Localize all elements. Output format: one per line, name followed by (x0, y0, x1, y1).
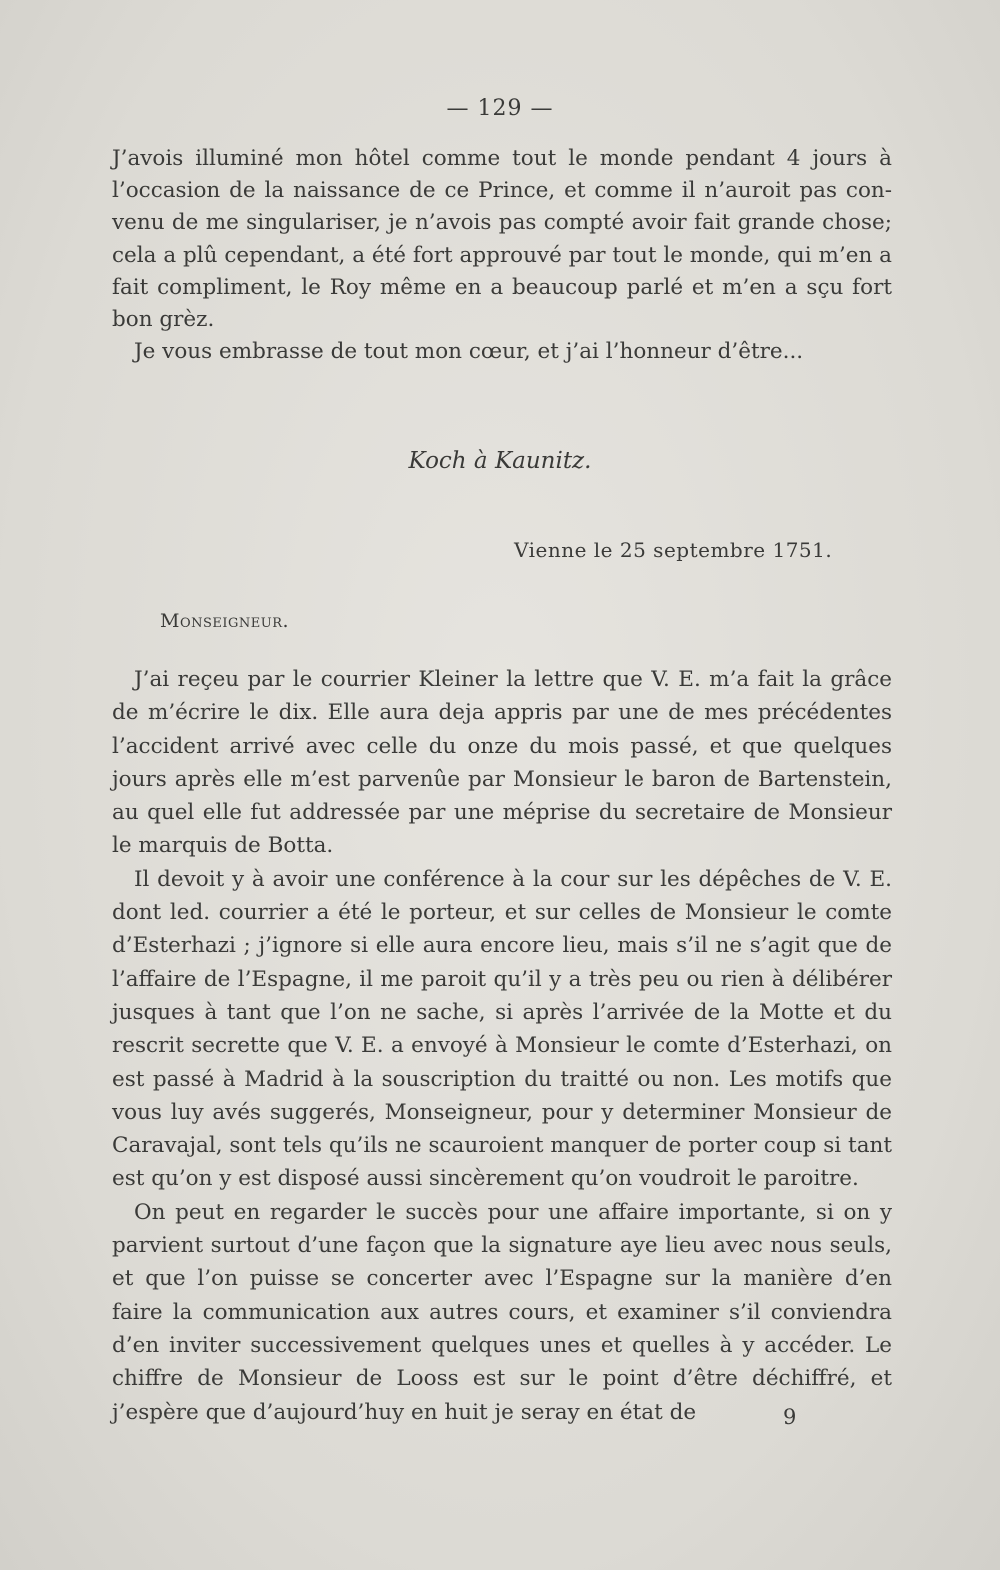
paragraph: J’ai reçeu par le courrier Kleiner la lettre que V. E. m’a fait la grâce de m’écrire le dix. Elle aura deja appris par une de mes précédentes l’accident arrivé avec celle du onze du mois passé, et que quelques jours après elle m’est parvenûe par Monsieur le baron de Bartenstein, au quel elle fut addressée par une méprise du secretaire de Monsieur le marquis de Botta. (112, 667, 892, 859)
letter-heading: Koch à Kaunitz. (408, 448, 592, 474)
closing-paragraphs (112, 143, 892, 368)
letter-body (112, 663, 892, 1429)
dateline: Vienne le 25 septembre 1751. (514, 538, 833, 562)
paragraph: On peut en regarder le succès pour une affaire importante, si on y parvient surtout d’une façon que la signature aye lieu avec nous seuls, et que l’on puisse se concerter avec l’Espagne sur la manière d’en faire la communication aux autres cours, et examiner s’il conviendra d’en inviter successivement quelques unes et quelles à y accéder. Le chiffre de Monsieur de Looss est sur le point d’être déchiffré, et j’espère que d’aujourd’huy en huit je seray en état de (112, 1199, 892, 1425)
paragraph: Il devoit y à avoir une conférence à la cour sur les dépêches de V. E. dont led. courrier a été le porteur, et sur celles de Monsieur le comte d’Esterhazi ; j’ignore si elle aura encore lieu, mais s’il ne s’agit que de l’affaire de l’Espagne, il me paroit qu’il y a très peu ou rien à délibérer jusques à tant que l’on ne sache, si après l’arrivée de la Motte et du rescrit secrette que V. E. a envoyé à Monsieur le comte d’Esterhazi, on est passé à Madrid à la souscription du traitté ou non. Les motifs que vous luy avés suggerés, Monseigneur, pour y determiner Monsieur de Caravajal, sont tels qu’ils ne scauroient manquer de porter coup si tant est qu’on y est disposé aussi sincèrement qu’on voudroit le paroitre. (112, 866, 892, 1192)
salutation: Monseigneur. (160, 610, 290, 632)
paragraph: J’avois illuminé mon hôtel comme tout le monde pendant 4 jours à l’occasion de la naissance de ce Prince, et comme il n’auroit pas convenu de me singulariser, je n’avois pas compté avoir fait grande chose; cela a plû cependant, a été fort approuvé par tout le monde, qui m’en a fait compliment, le Roy même en a beaucoup parlé et m’en a sçu fort bon grèz. (112, 146, 892, 333)
closing-formula: Je vous embrasse de tout mon cœur, et j’ai l’honneur d’être... (134, 339, 804, 365)
page-number: — 129 — (446, 96, 554, 121)
signature-mark: 9 (783, 1405, 797, 1429)
